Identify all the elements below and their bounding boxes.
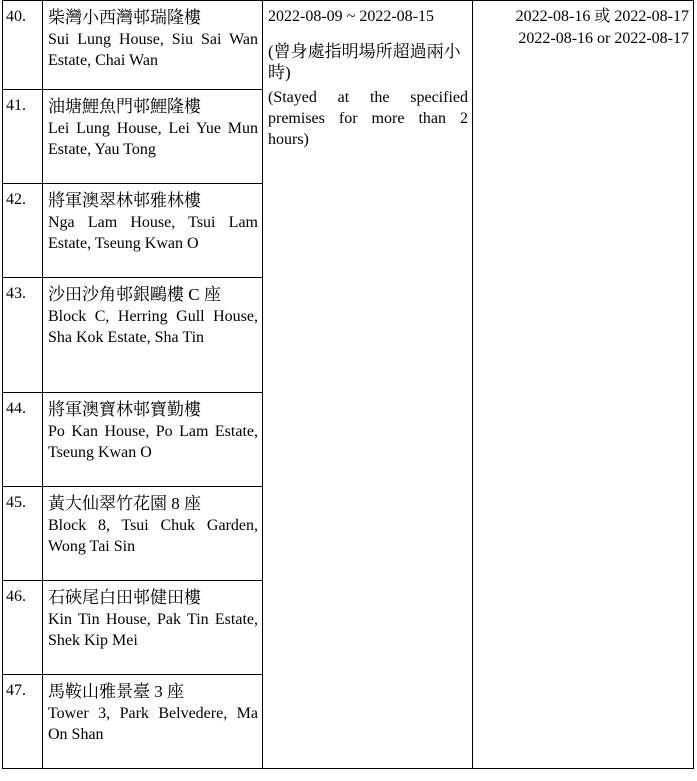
address-cell xyxy=(43,675,263,769)
address-zh: 黃大仙翠竹花園 8 座 xyxy=(48,494,201,513)
address-cell xyxy=(43,393,263,487)
address-cell xyxy=(43,278,263,393)
address-en: Tower 3, Park Belvedere, Ma On Shan xyxy=(48,705,258,743)
period-en: 2022-08-16 or 2022-08-17 xyxy=(518,30,689,47)
address-zh: 油塘鯉魚門邨鯉隆樓 xyxy=(48,97,201,116)
row-number: 42. xyxy=(3,184,43,278)
address-cell xyxy=(43,581,263,675)
address-en: Sui Lung House, Siu Sai Wan Estate, Chai Wan xyxy=(48,31,258,69)
row-number: 44. xyxy=(3,393,43,487)
period-zh: 2022-08-16 或 2022-08-17 xyxy=(515,8,689,25)
address-en: Nga Lam House, Tsui Lam Estate, Tseung Kwan O xyxy=(48,214,258,252)
address-zh: 柴灣小西灣邨瑞隆樓 xyxy=(48,8,201,27)
address-en: Kin Tin House, Pak Tin Estate, Shek Kip Mei xyxy=(48,611,258,649)
stay-date-cell xyxy=(263,1,473,769)
testing-period-cell xyxy=(473,1,694,769)
condition-zh: (曾身處指明場所超過兩小時) xyxy=(268,42,461,82)
address-en: Block C, Herring Gull House, Sha Kok Estate, Sha Tin xyxy=(48,308,258,346)
address-cell xyxy=(43,90,263,184)
condition-en: (Stayed at the specified premises for more than 2 hours) xyxy=(268,89,468,148)
premises-table xyxy=(2,0,694,769)
row-number: 46. xyxy=(3,581,43,675)
row-number: 40. xyxy=(3,1,43,90)
address-en: Po Kan House, Po Lam Estate, Tseung Kwan O xyxy=(48,423,258,461)
address-cell xyxy=(43,1,263,90)
address-zh: 馬鞍山雅景臺 3 座 xyxy=(48,682,184,701)
address-zh: 將軍澳翠林邨雅林樓 xyxy=(48,191,201,210)
address-cell xyxy=(43,487,263,581)
date-range: 2022-08-09 ~ 2022-08-15 xyxy=(268,8,434,25)
row-number: 43. xyxy=(3,278,43,393)
row-number: 45. xyxy=(3,487,43,581)
address-zh: 石硤尾白田邨健田樓 xyxy=(48,588,201,607)
address-zh: 沙田沙角邨銀鷗樓 C 座 xyxy=(48,285,221,304)
address-en: Lei Lung House, Lei Yue Mun Estate, Yau Tong xyxy=(48,120,258,158)
address-cell xyxy=(43,184,263,278)
address-en: Block 8, Tsui Chuk Garden, Wong Tai Sin xyxy=(48,517,258,555)
address-zh: 將軍澳寶林邨寶勤樓 xyxy=(48,400,201,419)
table-row xyxy=(3,1,694,90)
row-number: 47. xyxy=(3,675,43,769)
row-number: 41. xyxy=(3,90,43,184)
